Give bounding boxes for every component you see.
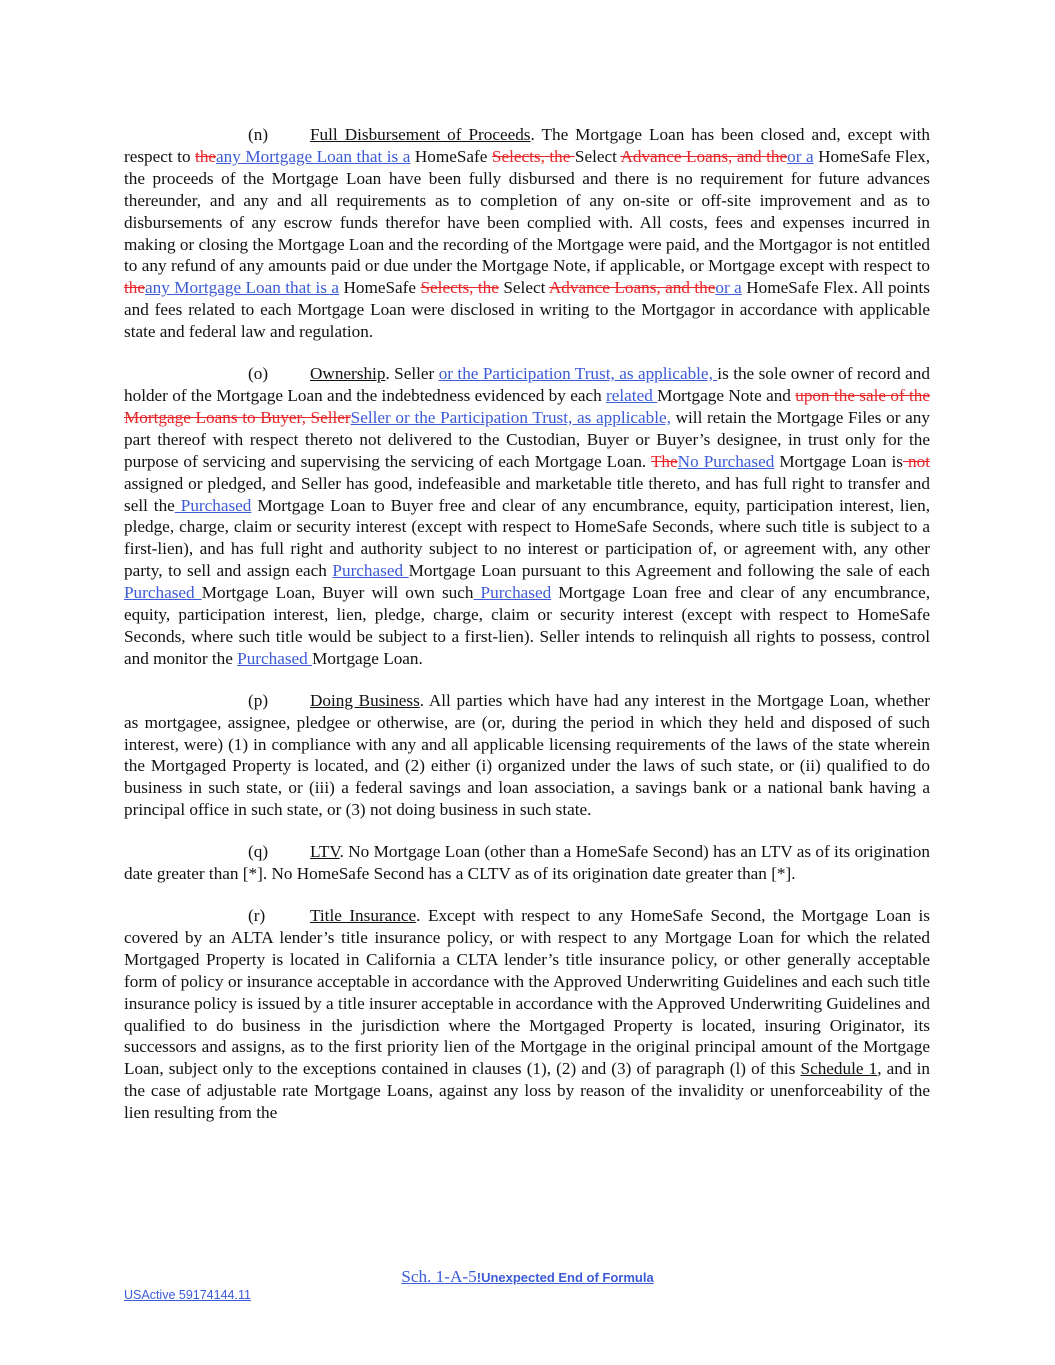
underlined-text: Full Disbursement of Proceeds — [310, 125, 531, 144]
document-id: USActive 59174144.11 — [124, 1288, 251, 1302]
text-run: Select — [574, 146, 621, 166]
deleted-text: upon the sale of the Mortgage Loans to Buyer, Seller — [124, 385, 931, 427]
paragraph-label: (r) — [248, 906, 266, 925]
document-body — [124, 124, 930, 1144]
deleted-text: the — [124, 278, 145, 298]
text-run: is the sole owner of record and holder of the Mortgage Loan and the indebtedness evidenced by each — [124, 364, 930, 405]
inserted-text: or the Participation Trust, as applicable, — [438, 364, 718, 384]
inserted-text: Purchased — [332, 561, 409, 581]
paragraph-p — [124, 690, 930, 821]
page-footer — [0, 1267, 1055, 1287]
paragraph-text — [124, 691, 930, 820]
underlined-text: LTV — [310, 842, 340, 862]
deleted-text: not — [903, 451, 930, 471]
paragraph-label: (o) — [248, 364, 269, 384]
schedule-page-ref: Sch. 1-A-5 — [401, 1267, 477, 1286]
deleted-text: Advance Loans, and the — [620, 146, 788, 166]
text-run: Mortgage Loan, Buyer will own such — [201, 583, 474, 603]
paragraph-o — [124, 363, 930, 670]
text-run: . Seller — [385, 364, 439, 384]
text-run: HomeSafe — [339, 278, 421, 298]
inserted-text: or a — [787, 146, 814, 166]
paragraph-r — [124, 905, 930, 1124]
text-run: . All parties which have had any interest in the Mortgage Loan, whether as mortgagee, assignee, pledgee or otherwise, are (or, during the period in which they held and disposed of such interest, were) (1) in compliance with any and all applicable licensing requirements of the laws of the state wherein the Mortgaged Property is located, and (2) either (i) organized under the laws of such state, or (ii) qualified to do business in such state, or (iii) a federal savings and loan association, a savings bank or a national bank having a principal office in such state, or (3) not doing business in such state. — [124, 690, 930, 820]
paragraph-q — [124, 841, 930, 885]
text-run: Mortgage Loan to Buyer free and clear of any encumbrance, equity, participation interest, lien, pledge, charge, claim or security interest (except with respect to HomeSafe Seconds, where such title is subject to a first-lien), and has full right and authority subject to no interest or participation of, or agreement with, any other party, to sell and assign each — [124, 495, 930, 581]
inserted-text: any Mortgage Loan that is a — [145, 278, 340, 298]
inserted-text: or a — [715, 278, 742, 298]
text-run: Mortgage Loan is — [774, 451, 904, 471]
text-run: . No Mortgage Loan (other than a HomeSafe Second) has an LTV as of its origination date greater than [*]. No HomeSafe Second has a CLTV as of its origination date greater than [*]. — [124, 842, 930, 884]
inserted-text: Purchased — [473, 583, 552, 603]
paragraph-text — [124, 906, 930, 1122]
paragraph-label: (p) — [248, 690, 269, 710]
text-run: Mortgage Note and — [657, 385, 796, 405]
deleted-text: Selects, the — [491, 146, 575, 166]
deleted-text: Advance Loans, and the — [548, 278, 716, 298]
inserted-text: Seller or the Participation Trust, as applicable, — [350, 407, 671, 427]
paragraph-label: (q) — [248, 842, 269, 862]
paragraph-label: (n) — [248, 125, 269, 144]
text-run: . Except with respect to any HomeSafe Second, the Mortgage Loan is covered by an ALTA lender’s title insurance policy, or with respect to any Mortgage Loan for which the related Mortgaged Property is located in California a CLTA lender’s title insurance policy, or other generally acceptable form of policy or insurance acceptable in accordance with the Approved Underwriting Guidelines and each such title insurance policy is issued by a title insurer acceptable in accordance with the Approved Underwriting Guidelines and qualified to do business in the jurisdiction where the Mortgaged Property is located, insuring Originator, its successors and assigns, as to the first priority lien of the Mortgage in the original principal amount of the Mortgage Loan, subject only to the exceptions contained in clauses (1), (2) and (3) of paragraph (l) of this — [124, 906, 930, 1079]
inserted-text: No Purchased — [677, 451, 775, 471]
deleted-text: Selects, the — [420, 278, 499, 298]
text-run: Select — [498, 278, 549, 298]
inserted-text: Purchased — [174, 495, 252, 515]
text-run: Mortgage Loan. — [312, 648, 423, 668]
underlined-text: Ownership — [310, 364, 386, 384]
inserted-text: related — [606, 385, 658, 405]
text-run: , and in the case of adjustable rate Mortgage Loans, against any loss by reason of the invalidity or unenforceability of the lien resulting from the — [124, 1059, 930, 1123]
deleted-text: the — [195, 146, 217, 166]
paragraph-text — [124, 364, 930, 668]
text-run: . The Mortgage Loan has been closed and, except with respect to — [124, 125, 930, 166]
underlined-text: Schedule 1 — [800, 1059, 878, 1079]
formula-error-field: !Unexpected End of Formula — [476, 1270, 654, 1285]
text-run: Mortgage Loan free and clear of any encumbrance, equity, participation interest, lien, pledge, charge, claim or security interest (except with respect to HomeSafe Seconds, where such title would be subject to a first-lien). Seller intends to relinquish all rights to possess, control and monitor the — [124, 583, 931, 668]
underlined-text: Title Insurance — [310, 906, 417, 925]
inserted-text: any Mortgage Loan that is a — [216, 146, 411, 166]
text-run: assigned or pledged, and Seller has good, indefeasible and marketable title thereto, and has full right to transfer and sell the — [124, 473, 930, 515]
paragraph-text — [124, 125, 930, 341]
text-run: HomeSafe Flex, the proceeds of the Mortgage Loan have been fully disbursed and there is no requirement for future advances thereunder, and any and all requirements as to completion of any on-site or off-site improvement and as to disbursements of any escrow funds therefor have been complied with. All costs, fees and expenses incurred in making or closing the Mortgage Loan and the recording of the Mortgage were paid, and the Mortgagor is not entitled to any refund of any amounts paid or due under the Mortgage Note, if applicable, or Mortgage except with respect to — [124, 146, 930, 276]
text-run: HomeSafe — [410, 146, 492, 166]
text-run: will retain the Mortgage Files or any part thereof with respect thereto not delivered to the Custodian, Buyer or Buyer’s designee, in trust only for the purpose of servicing and supervising the servicing of each Mortgage Loan. — [124, 407, 930, 471]
text-run: Mortgage Loan pursuant to this Agreement and following the sale of each — [408, 561, 931, 581]
deleted-text: The — [650, 451, 678, 471]
inserted-text: Purchased — [237, 648, 313, 668]
inserted-text: Purchased — [124, 583, 202, 603]
paragraph-n — [124, 124, 930, 343]
paragraph-text — [124, 842, 930, 883]
underlined-text: Doing Business — [310, 690, 420, 710]
text-run: HomeSafe Flex. All points and fees related to each Mortgage Loan were disclosed in writing to the Mortgagor in accordance with applicable state and federal law and regulation. — [124, 278, 930, 342]
